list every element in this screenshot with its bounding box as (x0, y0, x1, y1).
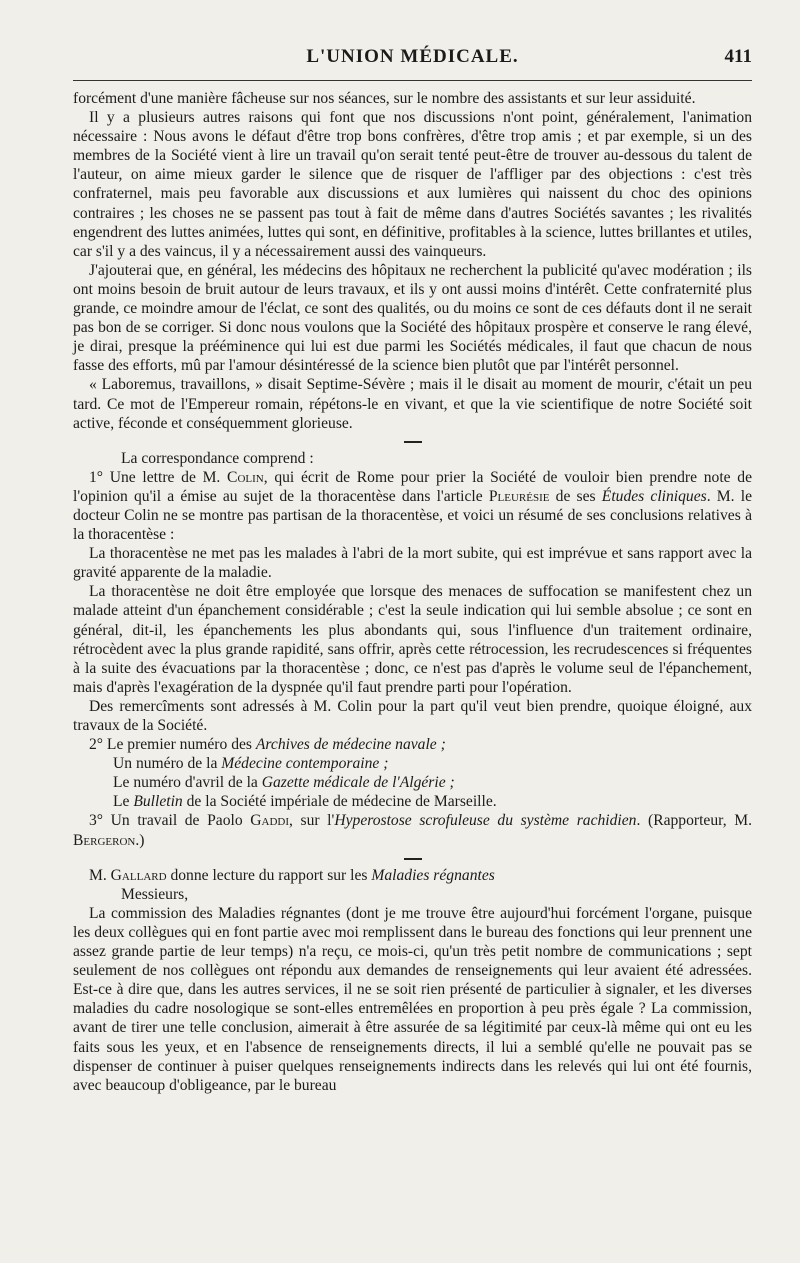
correspondance-item-1: 1° Une lettre de M. Colin, qui écrit de Rome pour prier la Société de vouloir bien prendre note de l'opinion qu'il a émise au sujet de la thoracentèse dans l'article Pleurésie de ses Études cliniques. M. le docteur Colin ne se montre pas partisan de la thoracentèse, et voici un résumé de ses conclusions relatives à la thoracentèse : (73, 468, 752, 544)
correspondance-intro: La correspondance comprend : (121, 449, 314, 467)
rapport-body: La commission des Maladies régnantes (dont je me trouve être aujourd'hui forcément l'organe, puisque les deux collègues qui en font partie avec moi remplissent dans le bureau des fonctions qui leur prennent une assez grande partie de leur temps) n'a reçu, ce mois-ci, qu'un très petit nombre de communications ; sept seulement de nos collègues ont répondu aux demandes de renseignements qui leur avaient été adressées. Est-ce à dire que, dans les autres services, il ne se soit rien présenté de particulier à signaler, et les diverses maladies du cadre nosologique se sont-elles entremêlées en proportion à peu près égale ? La commission, avant de tirer une telle conclusion, aimerait à être assurée de sa légitimité par ceux-là même qui ont eu les faits sous les yeux, et en l'absence de renseignements directs, il lui a semblé qu'elle ne pouvait pas se dispenser de continuer à puiser quelques renseignements indirects dans les relevés qui lui ont été fournis, avec beaucoup d'obligeance, par le bureau (73, 904, 752, 1094)
journal-title: L'UNION MÉDICALE. (306, 46, 519, 67)
conclusion-2: La thoracentèse ne doit être employée que lorsque des menaces de suffocation se manifestent chez un malade atteint d'un épanchement considérable ; c'est la seule indication qui lui semble absolue ; ce sont en général, dit-il, les épanchements les plus abondants qui, sous l'influence d'un traitement ordinaire, rétrocèdent avec la plus grande rapidité, sans offrir, après cette rétrocession, les recrudescences si fréquentes à la suite des évacuations par la thoracentèse ; donc, ce n'est pas d'après le volume seul de l'épanchement, mais d'après l'exagération de la dyspnée qu'il faut prendre parti pour l'opération. (73, 583, 752, 696)
rapport-salutation: Messieurs, (121, 885, 189, 903)
correspondance-item-2c: Le numéro d'avril de la Gazette médicale de l'Algérie ; (113, 774, 455, 792)
correspondance-item-3: 3° Un travail de Paolo Gaddi, sur l'Hyperostose scrofuleuse du système rachidien. (Rapporteur, M. Bergeron.) (73, 812, 752, 849)
paragraph-4: « Laboremus, travaillons, » disait Septime-Sévère ; mais il le disait au moment de mourir, c'était un peu tard. Ce mot de l'Empereur romain, répétons-le en vivant, et que la vie scientifique de notre Société soit active, féconde et conséquemment glorieuse. (73, 376, 752, 432)
correspondance-item-2d: Le Bulletin de la Société impériale de médecine de Marseille. (113, 793, 497, 811)
correspondance-item-2: 2° Le premier numéro des Archives de médecine navale ; (89, 736, 446, 754)
running-header (73, 46, 752, 76)
header-rule (73, 80, 752, 81)
paragraph-3: J'ajouterai que, en général, les médecins des hôpitaux ne recherchent la publicité qu'avec modération ; ils ont moins besoin de bruit autour de leurs travaux, et ils y ont aussi moins d'intérêt. Cette confraternité plus grande, ce moindre amour de l'éclat, ce sont des qualités, ou du moins ce sont de ces défauts dont il ne serait pas bon de se corriger. Si donc nous voulons que la Société des hôpitaux prospère et conserve le rang élevé, je dirai, presque la prééminence qui lui est due parmi les Sociétés médicales, il faut que chacun de nous fasse des efforts, mû par l'amour désintéressé de la science bien plutôt que par l'intérêt personnel. (73, 261, 752, 375)
body-text (73, 89, 752, 1095)
section-separator-2 (404, 858, 422, 860)
section-separator (404, 441, 422, 443)
page-number: 411 (724, 46, 752, 67)
correspondance-item-2b: Un numéro de la Médecine contemporaine ; (113, 755, 389, 773)
paragraph-2: Il y a plusieurs autres raisons qui font que nos discussions n'ont point, généralement, l'animation nécessaire : Nous avons le défaut d'être trop bons confrères, d'être trop amis ; et par exemple, si un des membres de la Société vient à lire un travail qu'on serait tenté peut-être de trouver au-dessous du talent de l'auteur, on aime mieux garder le silence que de risquer de l'affliger par des objections : c'est très confraternel, mais peu favorable aux discussions et aux lumières qui naissent du choc des opinions contraires ; les choses ne se passent pas tout à fait de même dans d'autres Sociétés savantes ; les rivalités engendrent des luttes animées, luttes qui sont, en définitive, profitables à la science, luttes brillantes et utiles, car s'il y a des vaincus, il y a nécessairement aussi des vainqueurs. (73, 109, 752, 260)
thanks-paragraph: Des remercîments sont adressés à M. Colin pour la part qu'il veut bien prendre, quoique éloigné, aux travaux de la Société. (73, 697, 752, 734)
paragraph-1: forcément d'une manière fâcheuse sur nos séances, sur le nombre des assistants et sur leur assiduité. (73, 90, 696, 107)
conclusion-1: La thoracentèse ne met pas les malades à l'abri de la mort subite, qui est imprévue et sans rapport avec la gravité apparente de la maladie. (73, 545, 752, 582)
rapport-intro: M. Gallard donne lecture du rapport sur les Maladies régnantes (89, 866, 495, 884)
